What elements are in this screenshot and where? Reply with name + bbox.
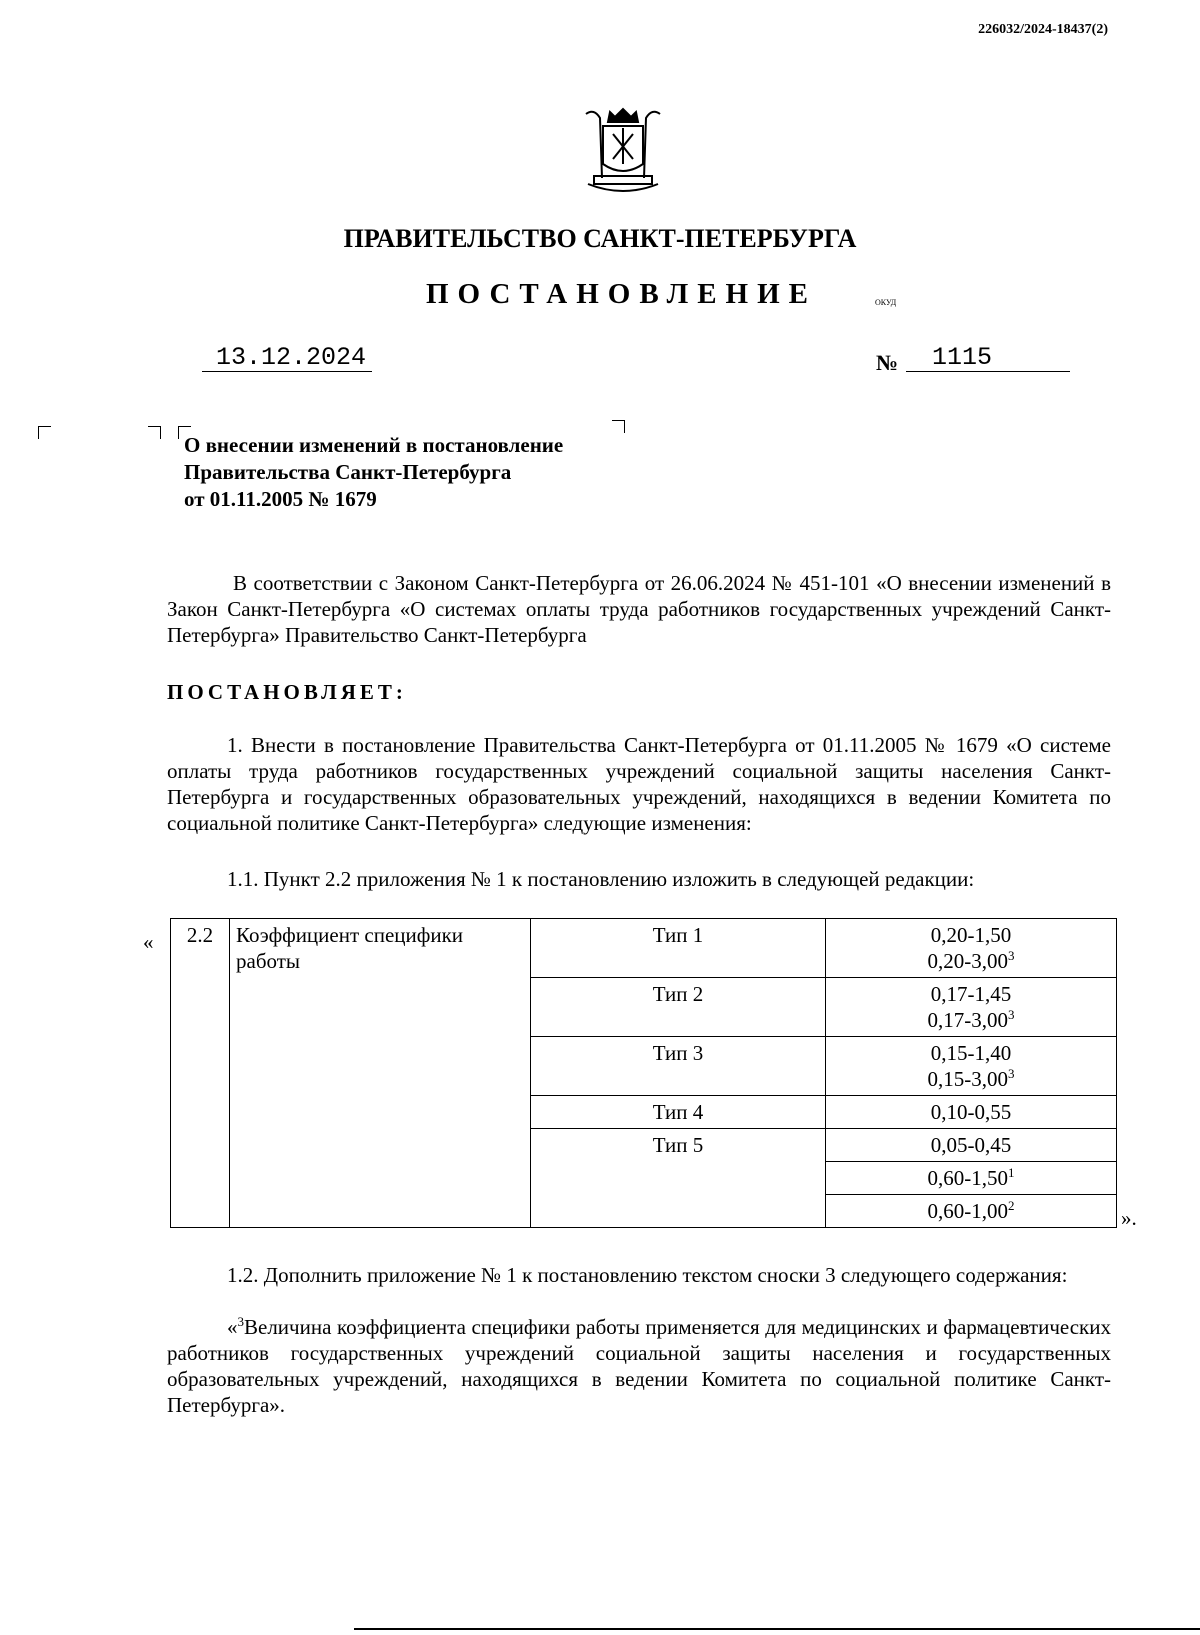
okud-label: окуд [875,294,897,308]
document-number: 226032/2024-18437(2) [978,22,1108,37]
government-title: ПРАВИТЕЛЬСТВО САНКТ-ПЕТЕРБУРГА [343,224,857,253]
item-1-2-paragraph: 1.2. Дополнить приложение № 1 к постановлению текстом сноски 3 следующего содержания: [227,1263,1068,1287]
type-cell: Тип 1 [531,919,826,978]
value-cell: 0,17-1,45 0,17-3,00$^3$ [826,978,1117,1037]
value-cell: 0,60-1,00$^2$ [826,1195,1117,1228]
table-row [171,919,1117,978]
corner-mark [38,426,51,439]
resolution-number: 1115 [906,345,1070,372]
item-1-paragraph: 1. Внести в постановление Правительства Санкт-Петербурга от 01.11.2005 № 1679 «О системе оплаты труда работников государственных учреждений социальной защиты населения Санкт-Петербурга и государственных образовательных учреждений, находящихся в ведении Комитета по социальной политике Санкт-Петербурга» следующие изменения: [167,733,1111,835]
coefficient-name-cell: Коэффициент специфики работы [230,919,531,1228]
value-cell: 0,20-1,50 0,20-3,00$^3$ [826,919,1117,978]
item-number-cell: 2.2 [171,919,230,1228]
resolution-subject [184,432,563,513]
preamble-paragraph: В соответствии с Законом Санкт-Петербурга от 26.06.2024 № 451-101 «О внесении изменений в Закон Санкт-Петербурга «О системах оплаты труда работников государственных учреждений Санкт-Петербурга» Правительство Санкт-Петербурга [167,571,1111,647]
resolution-date: 13.12.2024 [202,345,372,372]
value-cell: 0,60-1,50$^1$ [826,1162,1117,1195]
value-cell: 0,15-1,40 0,15-3,00$^3$ [826,1037,1117,1096]
corner-mark [148,426,161,439]
corner-mark [612,420,625,433]
coat-of-arms-emblem [578,104,668,194]
type-cell: Тип 2 [531,978,826,1037]
item-1-1-paragraph: 1.1. Пункт 2.2 приложения № 1 к постановлению изложить в следующей редакции: [227,867,975,891]
coefficient-table [170,918,1117,1228]
type-cell: Тип 4 [531,1096,826,1129]
subject-line: Правительства Санкт-Петербурга [184,460,512,484]
subject-line: О внесении изменений в постановление [184,433,564,457]
table-close-quote: ». [1121,1206,1137,1230]
decree-heading: ПОСТАНОВЛЯЕТ: [167,680,407,704]
subject-line: от 01.11.2005 № 1679 [184,487,377,511]
table-open-quote: « [143,930,154,954]
type-cell: Тип 3 [531,1037,826,1096]
value-cell: 0,10-0,55 [826,1096,1117,1129]
value-cell: 0,05-0,45 [826,1129,1117,1162]
number-sign: № [876,350,899,375]
type-cell: Тип 5 [531,1129,826,1228]
footnote-paragraph: «$^3$Величина коэффициента специфики работы применяется для медицинских и фармацевтических работников государственных учреждений социальной защиты населения и государственных образовательных учреждений, находящихся в ведении Комитета по социальной политике Санкт-Петербурга». [167,1314,1111,1417]
bottom-divider [354,1628,1200,1630]
resolution-title: ПОСТАНОВЛЕНИЕ [426,278,818,310]
